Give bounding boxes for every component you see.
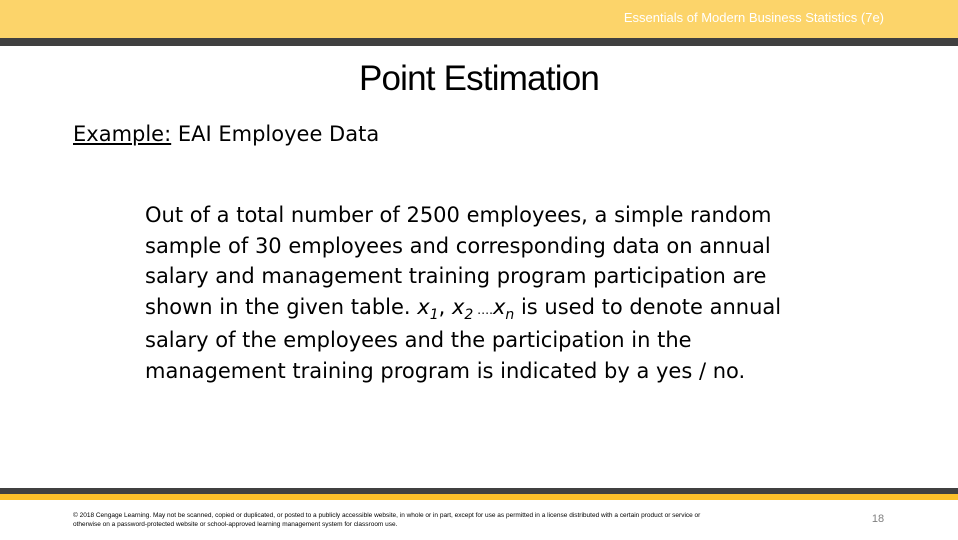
copyright-line-1: © 2018 Cengage Learning. May not be scanned, copied or duplicated, or posted to a publicly accessible website, in whole or in part, except for use as permitted in a license distributed with a certain product or service or — [73, 512, 701, 519]
ellipsis: …. — [473, 302, 493, 317]
copyright-notice — [73, 512, 803, 529]
slide-title: Point Estimation — [358, 59, 600, 98]
body-line-6: management training program is indicated by a yes / no. — [145, 358, 746, 383]
header-rule — [0, 38, 958, 46]
example-text: EAI Employee Data — [171, 122, 380, 146]
book-title: Essentials of Modern Business Statistics (7e) — [623, 10, 884, 25]
body-line-4-start: shown in the given table. — [145, 294, 418, 319]
example-label: Example: — [73, 122, 172, 146]
body-line-3: salary and management training program participation are — [145, 264, 767, 288]
body-line-1: Out of a total number of 2500 employees, a simple random — [145, 203, 772, 227]
body-line-5: salary of the employees and the participation in the — [145, 328, 692, 352]
footer-band — [0, 494, 958, 500]
header-band — [0, 0, 958, 38]
body-line-2: sample of 30 employees and corresponding data on annual — [145, 233, 771, 258]
variable-x2: $x_2$ — [451, 294, 474, 323]
body-line-4 — [145, 292, 865, 326]
variable-x1: $x_1$ — [417, 294, 439, 323]
body-paragraph — [145, 200, 865, 386]
body-line-4-end: is used to denote annual — [514, 294, 782, 319]
page-number: 18 — [871, 513, 885, 525]
variable-xn: $x_n$ — [492, 294, 515, 323]
example-heading — [73, 120, 379, 148]
copyright-line-2: otherwise on a password-protected website or school-approved learning management system for classroom use. — [73, 520, 398, 528]
separator-comma: , — [438, 294, 452, 319]
